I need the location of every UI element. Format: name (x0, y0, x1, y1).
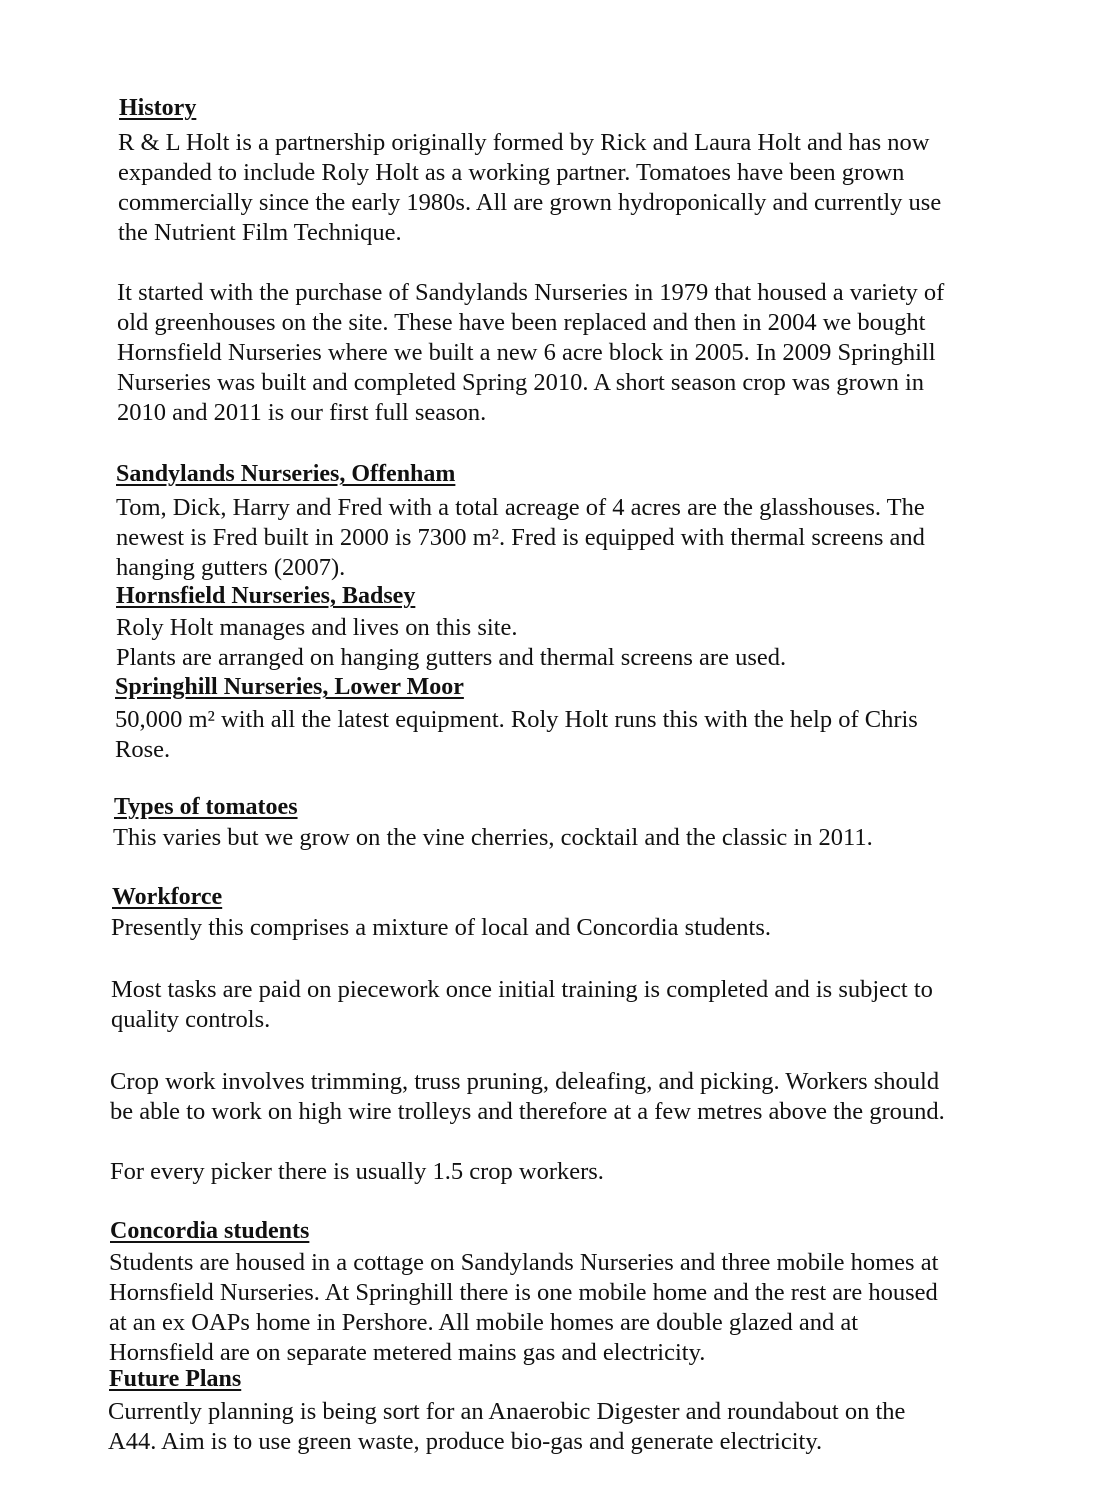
concordia-paragraph (109, 1248, 938, 1368)
text-line: quality controls. (111, 1006, 271, 1033)
text-line: For every picker there is usually 1.5 crop workers. (110, 1158, 604, 1185)
text-line: It started with the purchase of Sandylands Nurseries in 1979 that housed a variety of (117, 279, 945, 306)
text-line: Plants are arranged on hanging gutters and thermal screens are used. (116, 644, 787, 671)
text-line: Crop work involves trimming, truss pruning, deleafing, and picking. Workers should (110, 1068, 940, 1095)
section-heading-sandylands: Sandylands Nurseries, Offenham (116, 461, 456, 487)
text-line: 2010 and 2011 is our first full season. (117, 399, 487, 426)
text-line: at an ex OAPs home in Pershore. All mobile homes are double glazed and at (109, 1309, 859, 1336)
text-line: Hornsfield are on separate metered mains gas and electricity. (109, 1339, 706, 1366)
workforce-paragraph-1 (111, 913, 771, 943)
springhill-paragraph (115, 705, 918, 765)
section-heading-history: History (119, 95, 197, 121)
text-line: Nurseries was built and completed Spring 2010. A short season crop was grown in (117, 369, 925, 396)
history-paragraph-2 (117, 278, 944, 428)
types-paragraph (113, 823, 873, 853)
text-line: This varies but we grow on the vine cherries, cocktail and the classic in 2011. (113, 824, 873, 851)
text-line: Hornsfield Nurseries where we built a new 6 acre block in 2005. In 2009 Springhill (117, 339, 936, 366)
sandylands-paragraph (116, 493, 925, 583)
text-line: Tom, Dick, Harry and Fred with a total acreage of 4 acres are the glasshouses. The (116, 494, 925, 521)
section-heading-workforce: Workforce (112, 884, 223, 910)
section-heading-springhill: Springhill Nurseries, Lower Moor (115, 674, 464, 700)
text-line: Hornsfield Nurseries. At Springhill there is one mobile home and the rest are housed (109, 1279, 938, 1306)
section-heading-types-of-tomatoes: Types of tomatoes (114, 794, 298, 820)
text-line: old greenhouses on the site. These have been replaced and then in 2004 we bought (117, 309, 926, 336)
text-line: 50,000 m² with all the latest equipment. Roly Holt runs this with the help of Chris (115, 706, 918, 733)
text-line: expanded to include Roly Holt as a working partner. Tomatoes have been grown (118, 159, 905, 186)
section-heading-future-plans: Future Plans (109, 1366, 242, 1392)
workforce-paragraph-4 (110, 1157, 604, 1187)
hornsfield-paragraph (116, 613, 786, 673)
text-line: the Nutrient Film Technique. (118, 219, 402, 246)
text-line: commercially since the early 1980s. All are grown hydroponically and currently use (118, 189, 942, 216)
section-heading-concordia-students: Concordia students (110, 1218, 310, 1244)
future-plans-paragraph (108, 1397, 905, 1457)
text-line: hanging gutters (2007). (116, 554, 346, 581)
text-line: Rose. (115, 736, 171, 763)
text-line: A44. Aim is to use green waste, produce bio-gas and generate electricity. (108, 1428, 823, 1455)
text-line: R & L Holt is a partnership originally formed by Rick and Laura Holt and has now (118, 129, 930, 156)
text-line: Presently this comprises a mixture of local and Concordia students. (111, 914, 772, 941)
text-line: Students are housed in a cottage on Sandylands Nurseries and three mobile homes at (109, 1249, 939, 1276)
text-line: newest is Fred built in 2000 is 7300 m². Fred is equipped with thermal screens and (116, 524, 925, 551)
section-heading-hornsfield: Hornsfield Nurseries, Badsey (116, 583, 416, 609)
workforce-paragraph-2 (111, 975, 933, 1035)
history-paragraph-1 (118, 128, 941, 248)
text-line: Roly Holt manages and lives on this site. (116, 614, 518, 641)
text-line: Most tasks are paid on piecework once initial training is completed and is subject to (111, 976, 933, 1003)
text-line: Currently planning is being sort for an Anaerobic Digester and roundabout on the (108, 1398, 906, 1425)
text-line: be able to work on high wire trolleys and therefore at a few metres above the ground. (110, 1098, 945, 1125)
workforce-paragraph-3 (110, 1067, 945, 1127)
